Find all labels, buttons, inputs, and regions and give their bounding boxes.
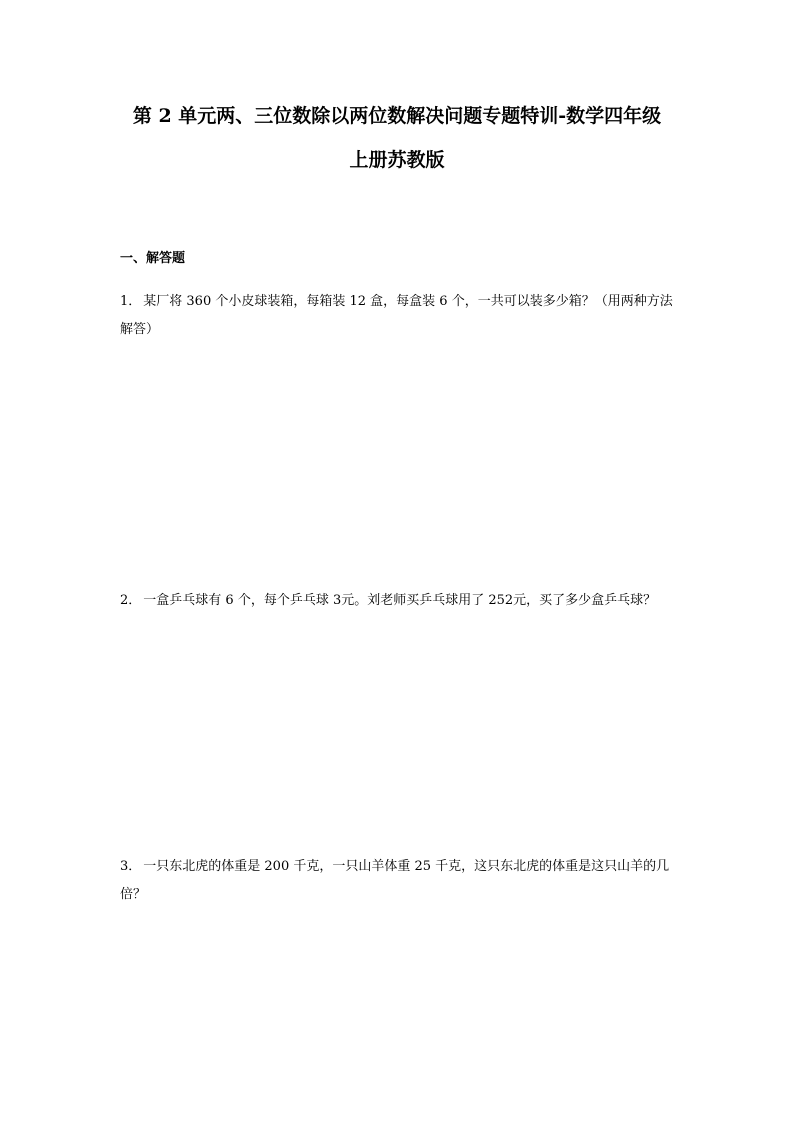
question-number: 2． — [120, 593, 142, 608]
question-3 — [120, 853, 680, 909]
question-text: 某厂将 360 个小皮球装箱，每箱装 12 盒，每盒装 6 个，一共可以装多少箱？（用两种方法解答） — [120, 294, 673, 337]
question-number: 3． — [120, 859, 142, 874]
section-heading: 一、解答题 — [120, 251, 186, 266]
document-title-line-2: 上册苏教版 — [349, 149, 445, 171]
document-title-line-1: 第 2 单元两、三位数除以两位数解决问题专题特训-数学四年级 — [132, 105, 662, 127]
question-text: 一只东北虎的体重是 200 千克，一只山羊体重 25 千克，这只东北虎的体重是这只山羊的几倍？ — [120, 859, 670, 902]
question-text: 一盒乒乓球有 6 个，每个乒乓球 3元。刘老师买乒乓球用了 252元，买了多少盒乒乓球？ — [143, 593, 657, 608]
question-number: 1． — [120, 294, 142, 309]
question-2 — [120, 587, 680, 615]
question-1 — [120, 288, 680, 344]
